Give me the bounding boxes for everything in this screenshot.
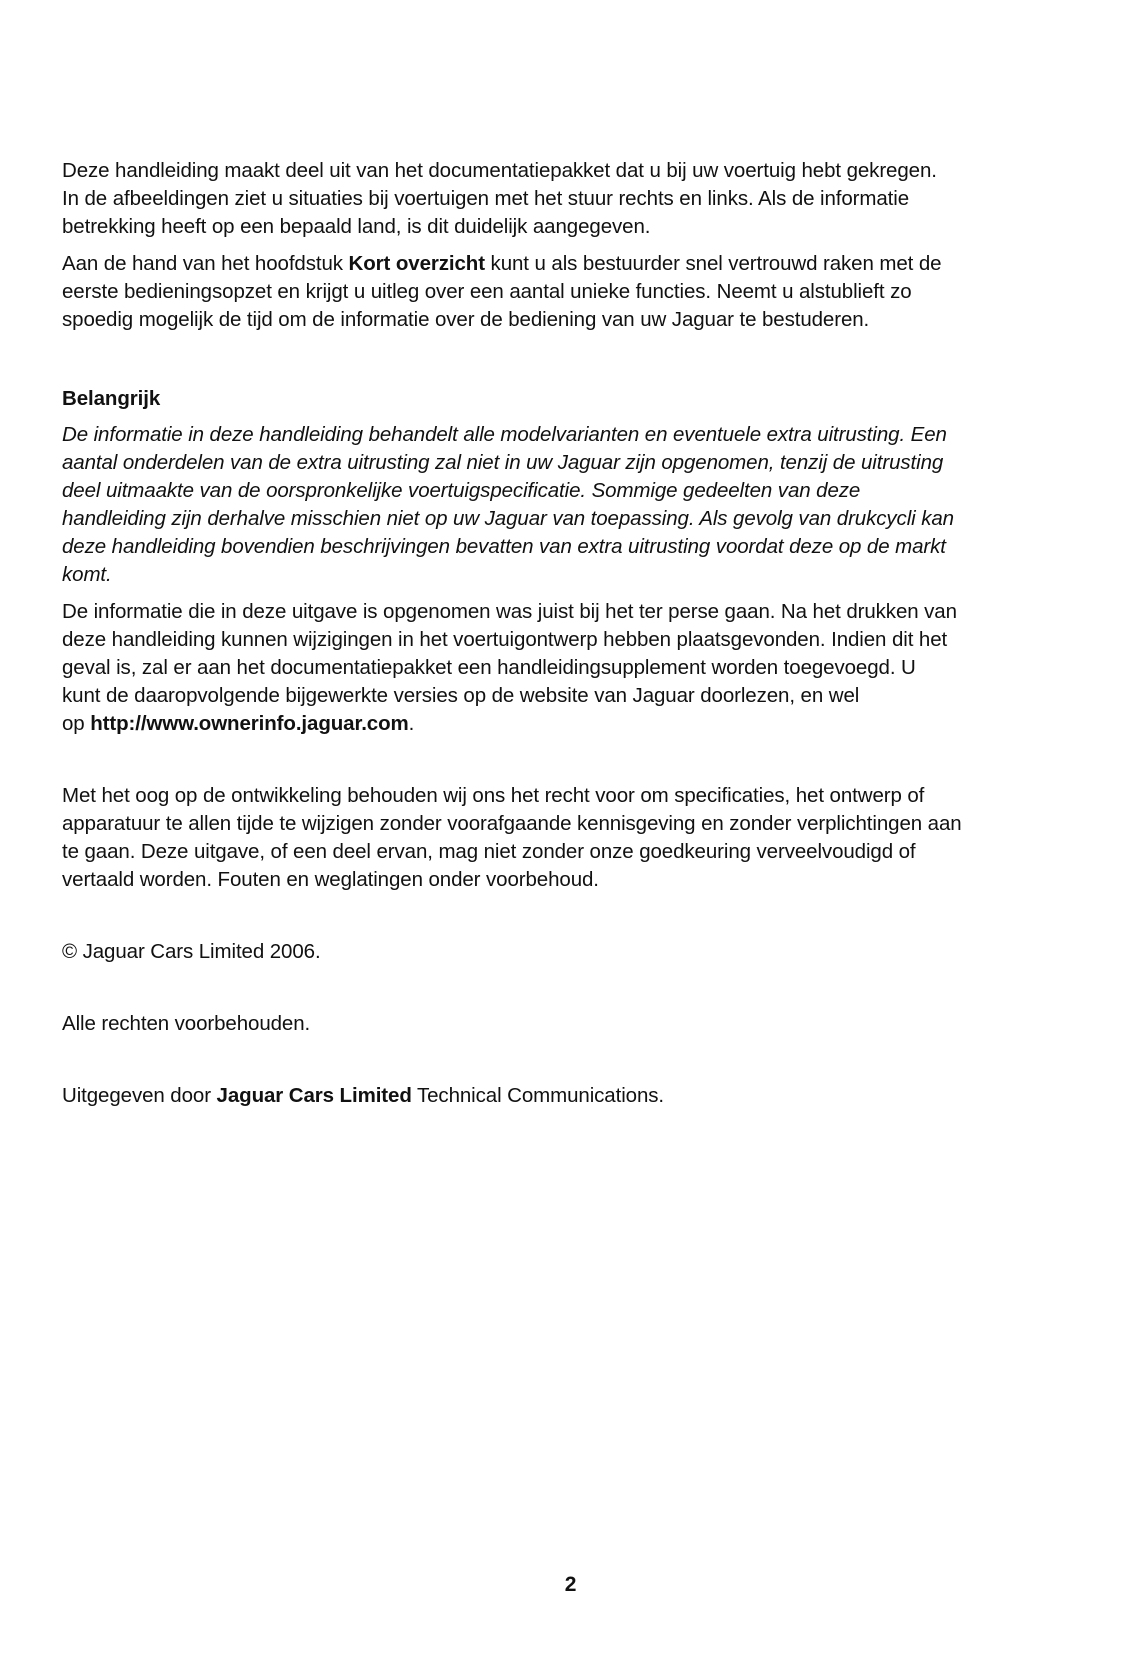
document-body — [62, 157, 1042, 1110]
text-line: te gaan. Deze uitgave, of een deel ervan, mag niet zonder onze goedkeuring verveelvoudigd of — [62, 840, 916, 863]
text-line: komt. — [62, 563, 112, 586]
text-segment: Technical Communications. — [411, 1084, 664, 1107]
text-line: De informatie in deze handleiding behandelt alle modelvarianten en eventuele extra uitrusting. Een — [62, 423, 947, 446]
text-line: Deze handleiding maakt deel uit van het documentatiepakket dat u bij uw voertuig hebt gekregen. — [62, 159, 937, 182]
text-segment: Uitgegeven door — [62, 1084, 217, 1107]
all-rights-reserved: Alle rechten voorbehouden. — [62, 1012, 311, 1035]
intro-paragraph — [62, 157, 1042, 241]
spacer — [62, 894, 1042, 938]
text-segment: kunt u als bestuurder snel vertrouwd raken met de — [484, 252, 942, 275]
text-line: deze handleiding bovendien beschrijvingen bevatten van extra uitrusting voordat deze op de markt — [62, 535, 946, 558]
important-note — [62, 421, 1042, 589]
important-heading: Belangrijk — [62, 387, 161, 410]
spacer — [62, 1038, 1042, 1082]
rights-reserved-paragraph — [62, 782, 1042, 894]
text-line: vertaald worden. Fouten en weglatingen onder voorbehoud. — [62, 868, 599, 891]
page-number: 2 — [564, 1573, 577, 1596]
spacer — [62, 343, 1042, 385]
website-link[interactable]: http://www.ownerinfo.jaguar.com — [90, 712, 409, 735]
text-line: betrekking heeft op een bepaald land, is dit duidelijk aangegeven. — [62, 215, 651, 238]
chapter-reference: Kort overzicht — [348, 252, 485, 275]
text-line: De informatie die in deze uitgave is opgenomen was juist bij het ter perse gaan. Na het drukken van — [62, 600, 957, 623]
copyright-notice: © Jaguar Cars Limited 2006. — [62, 940, 321, 963]
text-segment: . — [408, 712, 415, 735]
text-line: eerste bedieningsopzet en krijgt u uitleg over een aantal unieke functies. Neemt u alstublieft zo — [62, 280, 912, 303]
text-line — [62, 250, 1042, 278]
update-info-paragraph — [62, 598, 1042, 738]
text-segment: Aan de hand van het hoofdstuk — [62, 252, 349, 275]
text-line: spoedig mogelijk de tijd om de informatie over de bediening van uw Jaguar te bestuderen. — [62, 308, 870, 331]
text-line: deel uitmaakte van de oorspronkelijke voertuigspecificatie. Sommige gedeelten van deze — [62, 479, 861, 502]
text-line: handleiding zijn derhalve misschien niet op uw Jaguar van toepassing. Als gevolg van drukcycli kan — [62, 507, 954, 530]
quick-overview-paragraph — [62, 250, 1042, 334]
publisher-line — [62, 1082, 1042, 1110]
spacer — [62, 738, 1042, 782]
text-segment: op — [62, 712, 91, 735]
spacer — [62, 966, 1042, 1010]
text-line: deze handleiding kunnen wijzigingen in het voertuigontwerp hebben plaatsgevonden. Indien dit het — [62, 628, 948, 651]
publisher-name: Jaguar Cars Limited — [216, 1084, 412, 1107]
text-line: aantal onderdelen van de extra uitrusting zal niet in uw Jaguar zijn opgenomen, tenzij de uitrusting — [62, 451, 944, 474]
text-line — [62, 710, 1042, 738]
text-line: In de afbeeldingen ziet u situaties bij voertuigen met het stuur rechts en links. Als de informatie — [62, 187, 910, 210]
text-line: apparatuur te allen tijde te wijzigen zonder voorafgaande kennisgeving en zonder verplichtingen aan — [62, 812, 962, 835]
text-line: kunt de daaropvolgende bijgewerkte versies op de website van Jaguar doorlezen, en wel — [62, 684, 860, 707]
text-line: geval is, zal er aan het documentatiepakket een handleidingsupplement worden toegevoegd. U — [62, 656, 916, 679]
text-line: Met het oog op de ontwikkeling behouden wij ons het recht voor om specificaties, het ontwerp of — [62, 784, 925, 807]
